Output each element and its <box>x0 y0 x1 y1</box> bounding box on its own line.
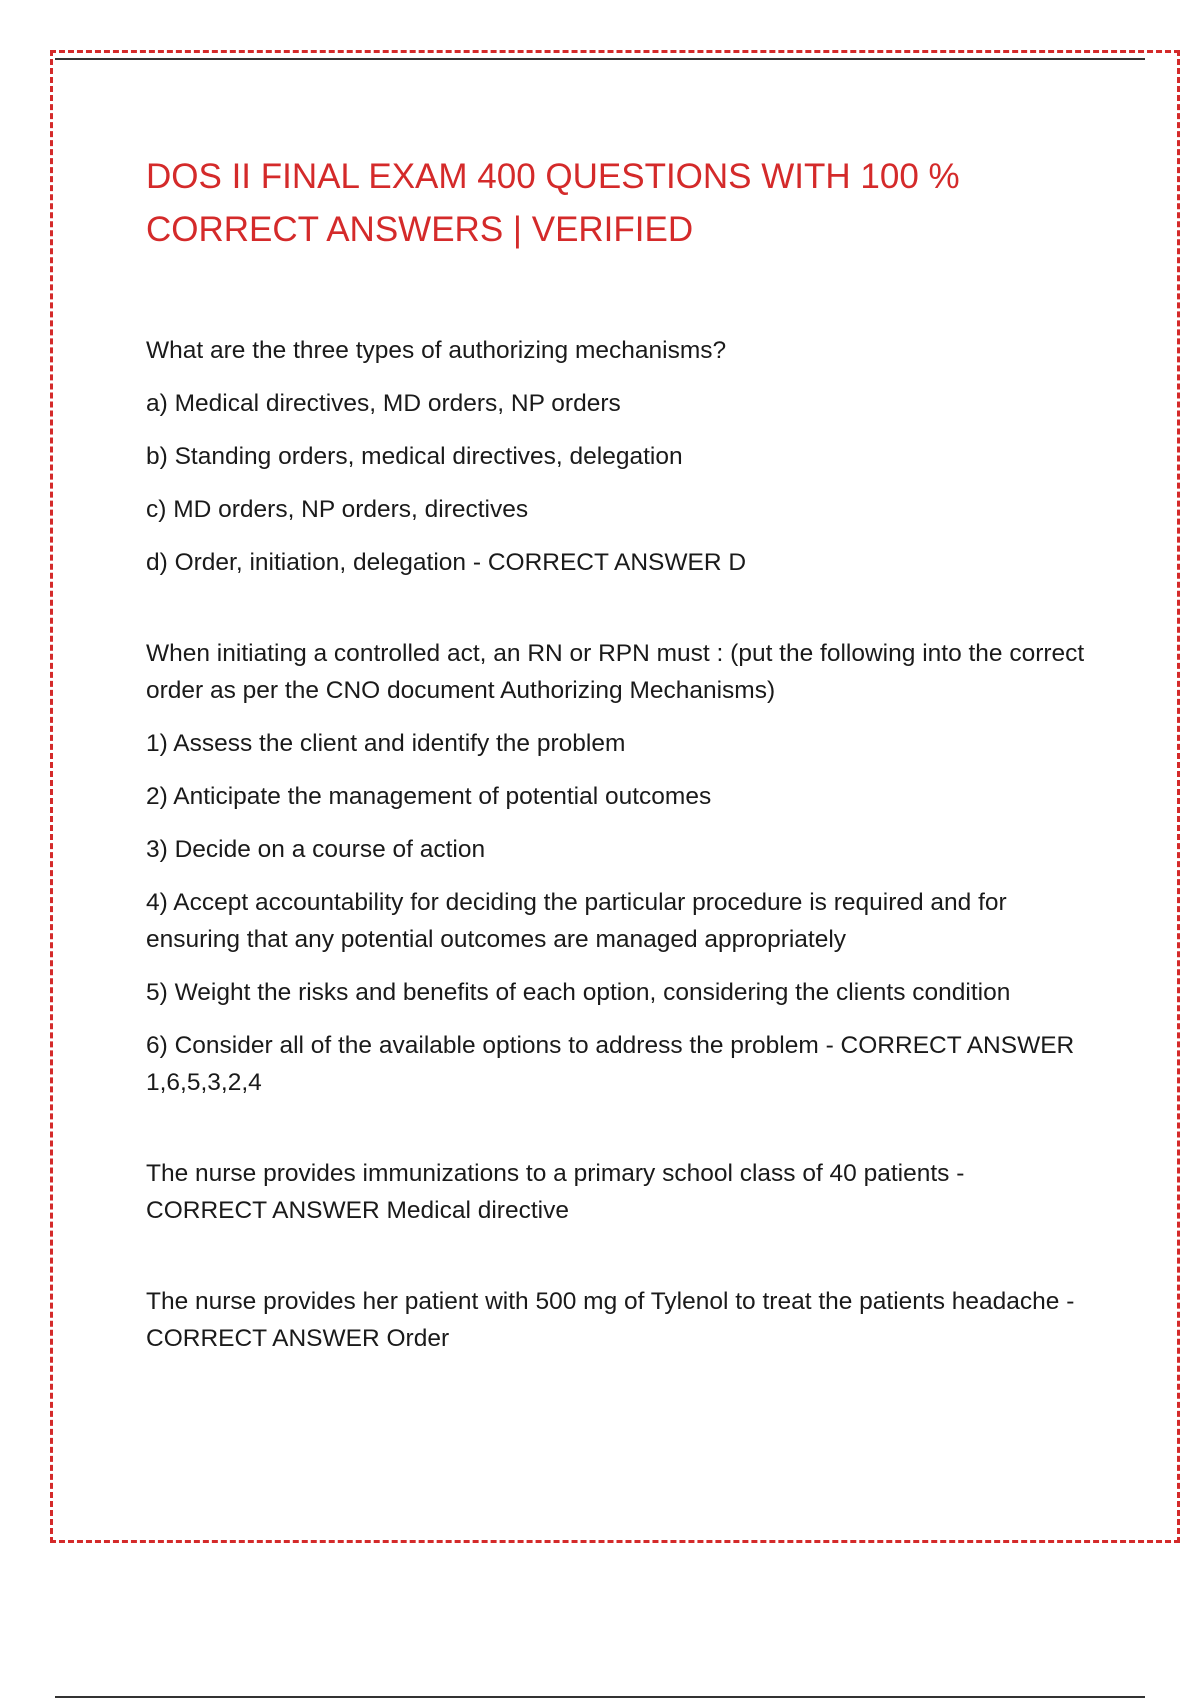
question-1 <box>146 332 1086 581</box>
question-1-text: What are the three types of authorizing mechanisms? <box>146 337 727 364</box>
question-4 <box>146 1283 1086 1357</box>
step-1: 1) Assess the client and identify the problem <box>146 730 626 757</box>
question-2 <box>146 635 1086 1101</box>
step-3: 3) Decide on a course of action <box>146 836 486 863</box>
step-5: 5) Weight the risks and benefits of each option, considering the clients condition <box>146 979 1011 1006</box>
document-content <box>146 150 1086 1373</box>
option-a: a) Medical directives, MD orders, NP orders <box>146 390 621 417</box>
question-3 <box>146 1155 1086 1229</box>
top-divider <box>55 58 1145 60</box>
title-line-2: CORRECT ANSWERS | VERIFIED <box>146 210 694 249</box>
step-4: 4) Accept accountability for deciding the particular procedure is required and for ensuring that any potential outcomes are managed appropriately <box>146 889 1007 953</box>
option-c: c) MD orders, NP orders, directives <box>146 496 529 523</box>
step-6: 6) Consider all of the available options to address the problem - CORRECT ANSWER 1,6,5,3,2,4 <box>146 1032 1075 1096</box>
bottom-divider <box>55 1696 1145 1698</box>
document-title <box>146 150 1086 256</box>
title-line-1: DOS II FINAL EXAM 400 QUESTIONS WITH 100 % <box>146 157 960 196</box>
option-d: d) Order, initiation, delegation - CORRECT ANSWER D <box>146 549 747 576</box>
option-b: b) Standing orders, medical directives, delegation <box>146 443 683 470</box>
step-2: 2) Anticipate the management of potential outcomes <box>146 783 712 810</box>
question-3-text: The nurse provides immunizations to a primary school class of 40 patients - CORRECT ANSWER Medical directive <box>146 1160 965 1224</box>
question-2-text: When initiating a controlled act, an RN or RPN must : (put the following into the correct order as per the CNO document Authorizing Mechanisms) <box>146 640 1085 704</box>
question-4-text: The nurse provides her patient with 500 mg of Tylenol to treat the patients headache - CORRECT ANSWER Order <box>146 1288 1075 1352</box>
